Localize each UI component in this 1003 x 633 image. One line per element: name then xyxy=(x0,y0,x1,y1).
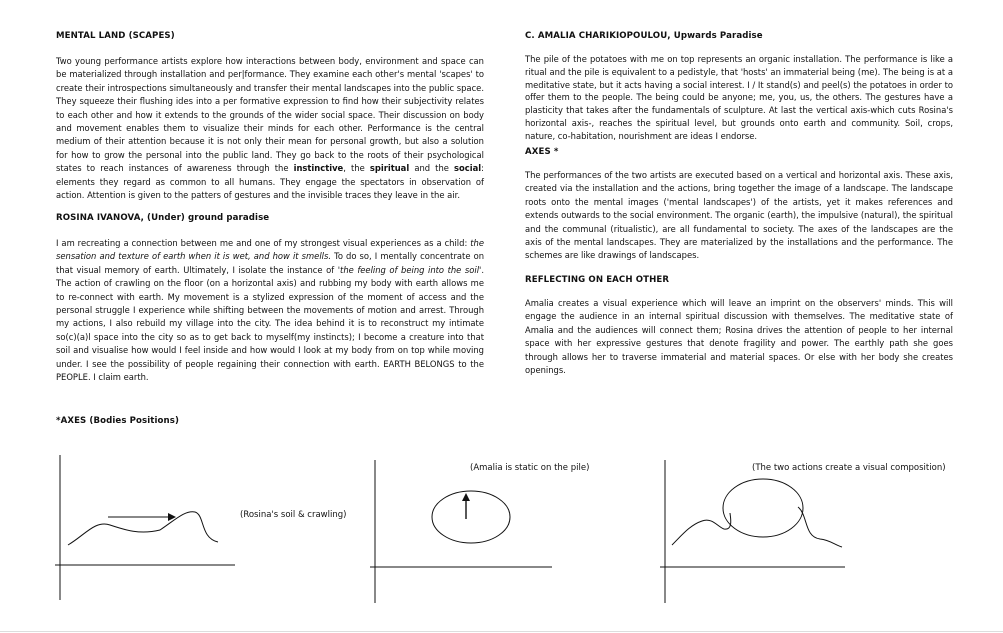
soil-path-left xyxy=(672,513,731,545)
rosina-text-1: I am recreating a connection between me and one of my strongest visual experiences as a child: xyxy=(56,238,468,248)
section-title-axes-positions: *AXES (Bodies Positions) xyxy=(56,416,180,426)
reflecting-paragraph: Amalia creates a visual experience which will leave an imprint on the observers' minds. This will engage the audience in an internal spiritual discussion with themselves. The meditative state of Amalia and the audiences will connect them; Rosina drives the attention of people to her internal space with her expressive gestures that denote fragility and power. The earthly path she goes through allows her to traverse immaterial and material spaces. Or else with her body she creates openings. xyxy=(525,298,953,376)
diagram-amalia xyxy=(370,455,560,605)
upward-arrow-head xyxy=(462,493,470,501)
diagram-composition xyxy=(660,455,860,605)
pile-circle xyxy=(723,479,803,537)
section-title-amalia: C. AMALIA CHARIKIOPOULOU, Upwards Paradise xyxy=(525,31,763,41)
section-title-rosina: ROSINA IVANOVA, (Under) ground paradise xyxy=(56,213,270,223)
section-title-mental-land: MENTAL LAND (SCAPES) xyxy=(56,31,175,41)
intro-text: Two young performance artists explore how interactions between body, environment and space can be materialized through installation and per|formance. They examine each other's mental 'scapes' to create their introspections simultaneously and transfer their mental landscapes into the public space. They squeeze their flushing ides into a per formative expression to find how their subjectivity relates to each other and how it extends to the grounds of the wider social space. Their discussion on body and movement enables them to visualize their minds for each other. Performance is the central medium of their attention because it is not only their mean for personal growth, but also a solution for how to grow the personal into the public land. They go back to the roots of their psychological states to reach instances of awareness through the xyxy=(56,56,484,174)
rosina-paragraph xyxy=(56,237,484,384)
section-title-axes: AXES * xyxy=(525,147,559,157)
intro-paragraph xyxy=(56,55,484,202)
axes-paragraph: The performances of the two artists are executed based on a vertical and horizontal axis. These axis, created via the installation and the actions, bring together the image of a landscape. The landscape roots onto the mental images ('mental landscapes') of the artists, yet it makes references and extends outwards to the social environment. The organic (earth), the impulsive (natural), the spiritual and the communal (ritualistic), are all fundamental to society. The axes of the landscapes are the axis of the mental landscapes. They are materialized by the installations and the performance. The schemes are like drawings of landscapes. xyxy=(525,170,953,261)
amalia-paragraph: The pile of the potatoes with me on top represents an organic installation. The performance is like a ritual and the pile is equivalent to a pedistyle, that 'hosts' an immaterial being (me). The being is at a meditative state, but it acts having a social interest. I / It stand(s) and peel(s) the potatoes in order to offer them to the people. The being could be anyone; me, you, us, the others. The gestures have a plasticity that takes after the fundamentals of sculpture. At last the vertical axis-which cuts Rosina's horizontal axis-, reaches the spiritual level, but grounds onto earth and community. Soil, crops, nature, co-habitation, nourishment are ideas I endorse. xyxy=(525,54,953,141)
caption-composition: (The two actions create a visual composition) xyxy=(752,463,946,473)
diagram-rosina xyxy=(50,450,250,605)
section-title-reflecting: REFLECTING ON EACH OTHER xyxy=(525,275,670,285)
pile-circle xyxy=(432,491,510,543)
rosina-italic-2: the feeling of being into the soil xyxy=(340,264,480,275)
rosina-text-3: '. The action of crawling on the floor (on a horizontal axis) and rubbing my body with earth allows me to re-connect with earth. My movement is a stylized expression of the moment of access and the personal struggle I experience while shifting between the movements of motion and arrest. Through my actions, I also rebuild my village into the city. The idea behind it is to reconstruct my intimate so(c)(a)l space into the city so as to get back to myself(my instincts); I become a creature into that soil and visualise how would I feel inside and how would I look at my body from on top while moving under. I see the possibility of people regaining their connection with earth. EARTH BELONGS to the PEOPLE. I claim earth. xyxy=(56,264,484,383)
rosina-italic-1: the sensation and texture of earth when it is wet, and how it smells. xyxy=(56,238,484,262)
caption-amalia: (Amalia is static on the pile) xyxy=(470,463,590,473)
intro-end: : elements they regard as common to all humans. They engage the spectators in observation of action. Attention is given to the patters of gestures and the invisible traces they leave in the air. xyxy=(56,163,484,201)
caption-rosina: (Rosina's soil & crawling) xyxy=(240,510,347,520)
intro-connector-2: and the xyxy=(414,163,449,174)
intro-connector-1: , the xyxy=(343,163,365,174)
intro-bold-social: social xyxy=(454,163,482,174)
soil-path-right xyxy=(798,507,842,547)
intro-bold-instinctive: instinctive xyxy=(293,163,344,174)
intro-bold-spiritual: spiritual xyxy=(369,163,410,174)
page-bottom-divider xyxy=(0,631,1003,632)
rosina-text-2: To do so, I mentally concentrate on that visual memory of earth. Ultimately, I isolate the instance of ' xyxy=(56,251,485,275)
